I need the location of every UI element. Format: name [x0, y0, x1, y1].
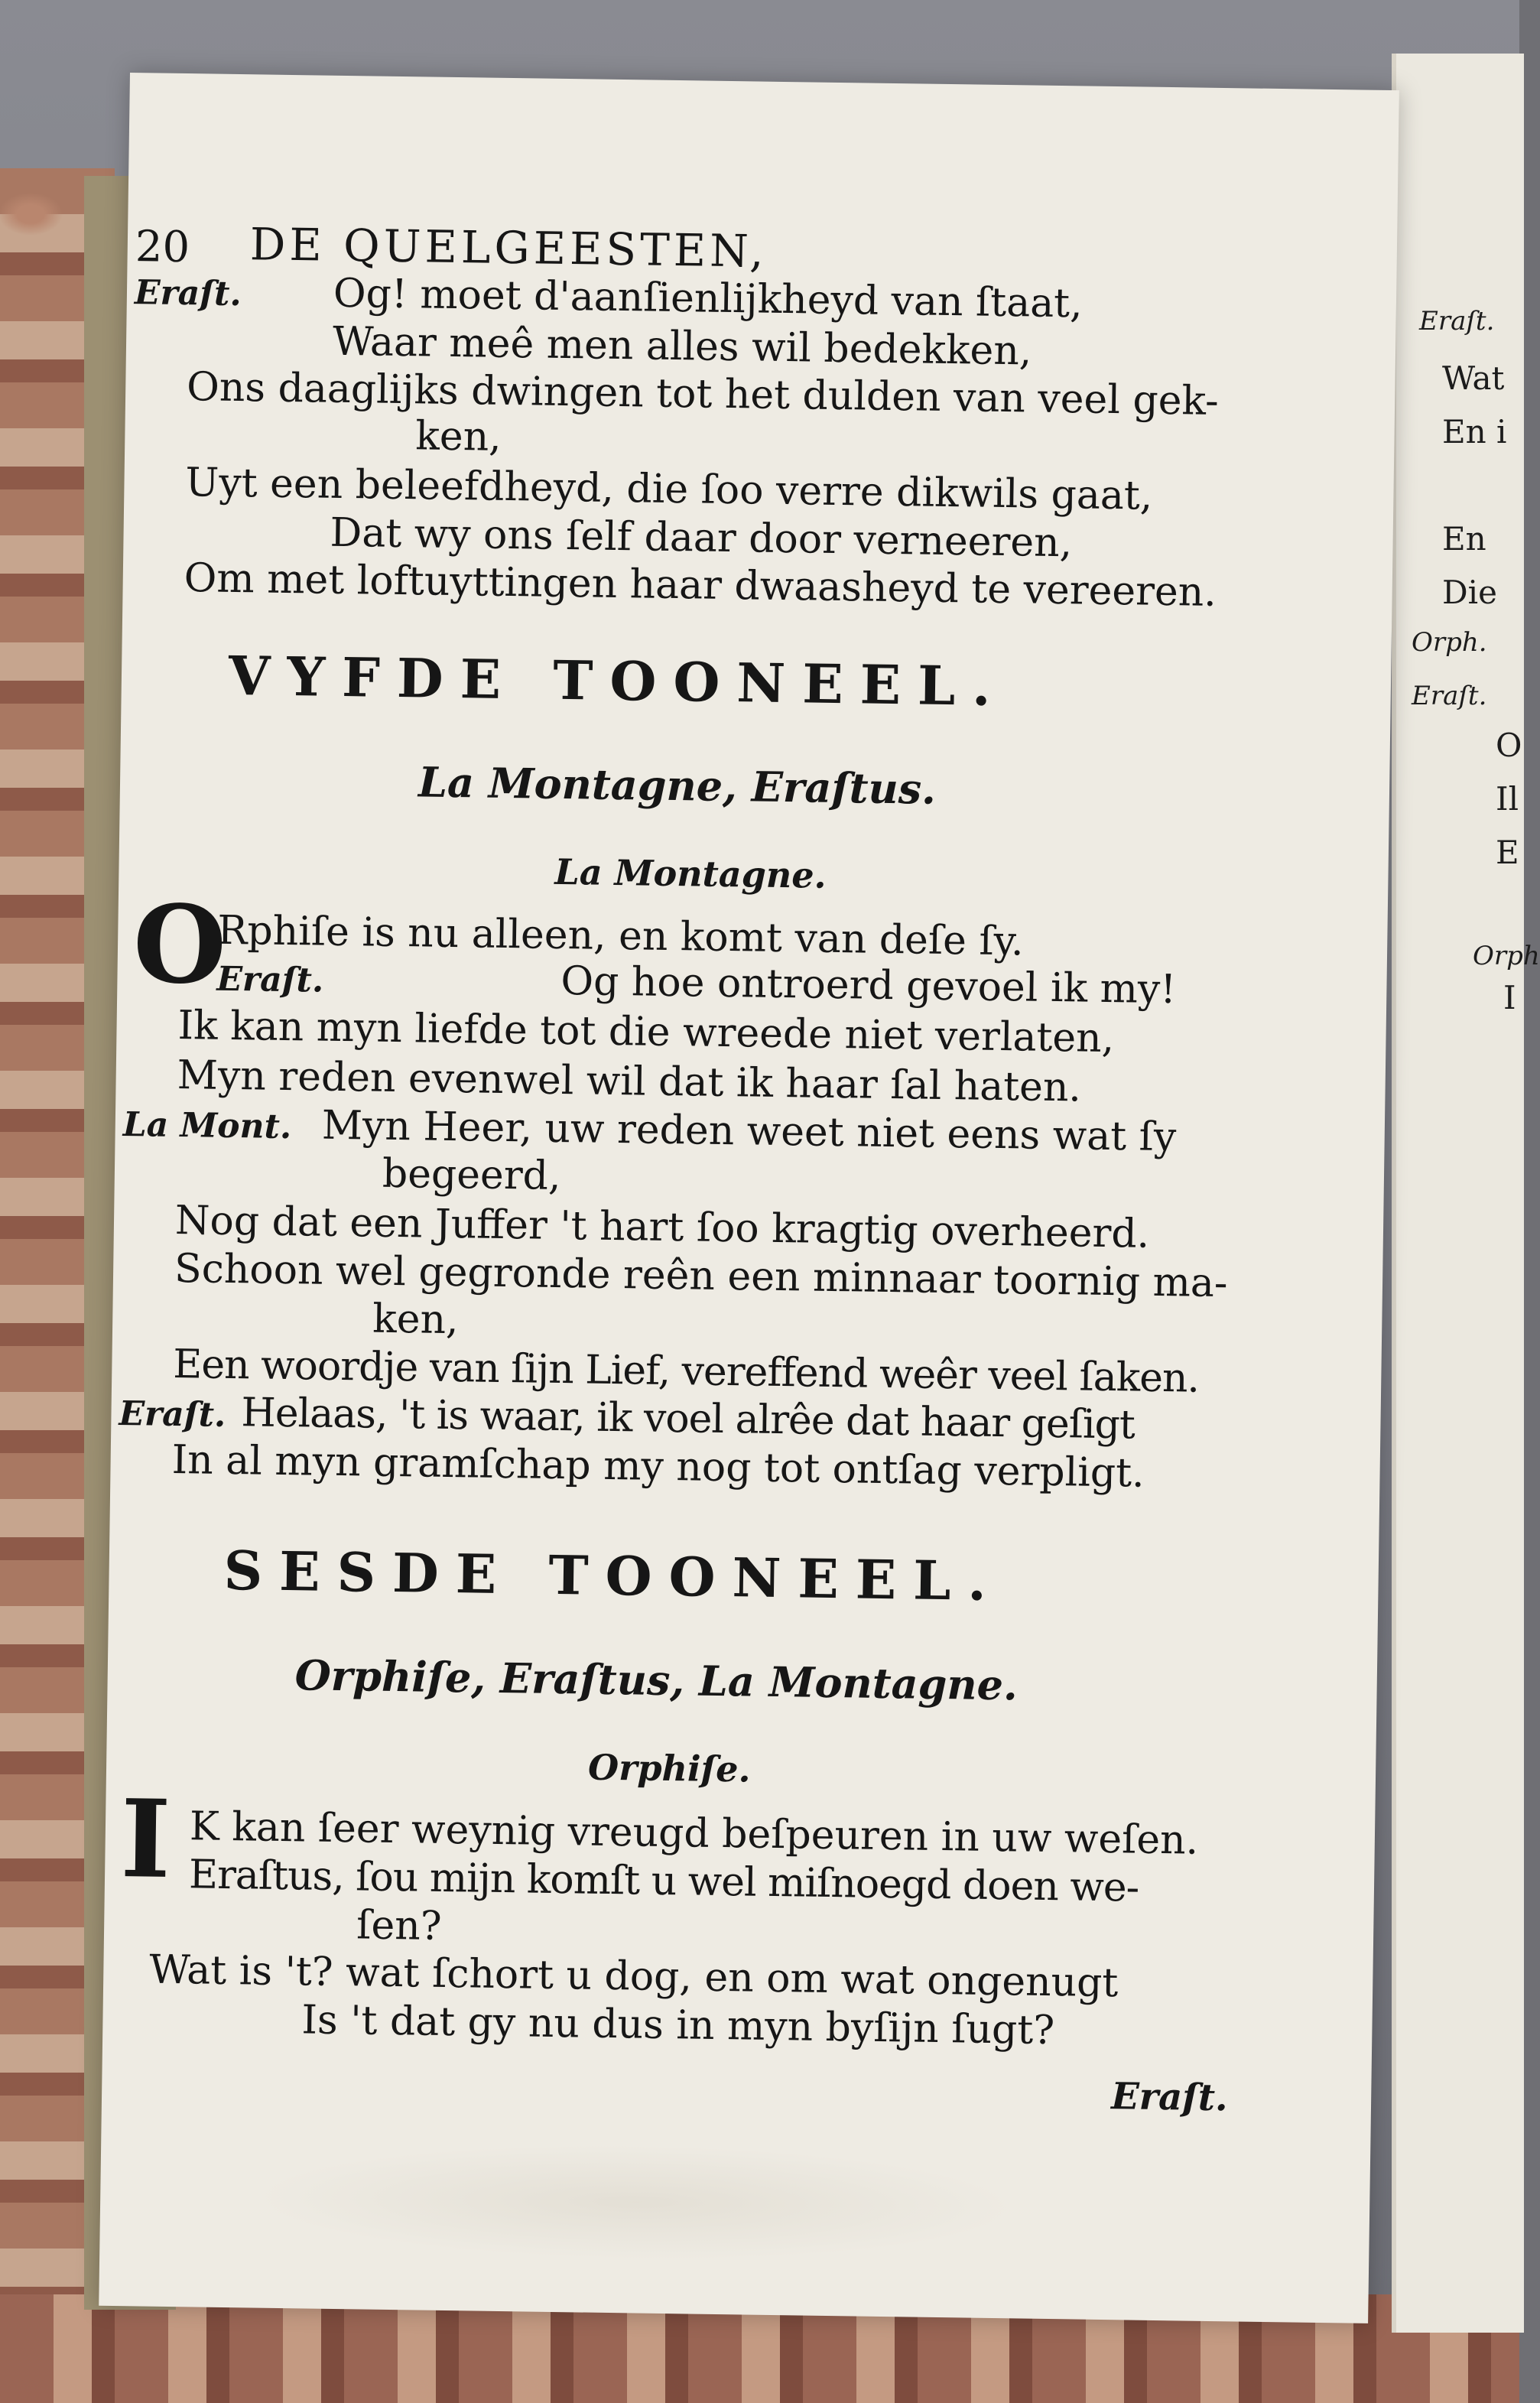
facing-fragment: Eraſt.	[1412, 681, 1487, 711]
verse-line: Eraſtus, ſou mijn komſt u wel miſnoegd doen we-	[188, 1852, 1139, 1911]
facing-fragment: Die	[1442, 574, 1497, 611]
scene-cast: Orphiſe, Eraſtus, La Montagne.	[294, 1650, 1019, 1710]
verse-line: Nog dat een Juffer 't hart ſoo kragtig overheerd.	[174, 1197, 1150, 1257]
verse-line: Om met loftuyttingen haar dwaasheyd te vereeren.	[184, 555, 1217, 616]
scene-cast: La Montagne, Eraſtus.	[417, 757, 937, 814]
page-number: 20	[135, 222, 190, 273]
facing-fragment: O	[1496, 727, 1522, 764]
facing-fragment: E	[1496, 834, 1519, 871]
facing-fragment: Orph	[1473, 941, 1540, 971]
verse-line: Uyt een beleefdheyd, die ſoo verre dikwils gaat,	[185, 460, 1153, 519]
verse-line: Een woordje van ſijn Lief, vereffend weêr veel ſaken.	[173, 1341, 1200, 1402]
speaker-label: Eraſt.	[134, 273, 242, 314]
speaker-heading: La Montagne.	[554, 850, 827, 896]
speaker-label: Eraſt.	[119, 1393, 226, 1435]
verse-line: ken,	[414, 413, 502, 460]
verse-line: K kan ſeer weynig vreugd beſpeuren in uw weſen.	[189, 1803, 1199, 1864]
speaker-label: La Mont.	[122, 1105, 292, 1147]
verse-line: ken,	[372, 1296, 459, 1344]
verse-line: Wat is 't? wat ſchort u dog, en om wat ongenugt	[148, 1946, 1119, 2007]
verse-line: Dat wy ons ſelf daar door verneeren,	[330, 509, 1073, 567]
verse-line: Myn reden evenwel wil dat ik haar ſal haten.	[177, 1052, 1082, 1111]
scene-title: SESDE TOONEEL.	[223, 1538, 1004, 1614]
verse-line: Myn Heer, uw reden weet niet eens wat ſy	[321, 1102, 1177, 1161]
verse-line: Waar meê men alles wil bedekken,	[332, 318, 1032, 375]
verse-line: Helaas, 't is waar, ik voel alrêe dat haar geſigt	[241, 1390, 1136, 1449]
verse-line: In al myn gramſchap my nog tot ontſag verpligt.	[171, 1436, 1145, 1497]
facing-fragment: En i	[1442, 413, 1507, 450]
drop-cap: I	[119, 1777, 172, 1903]
verse-line: begeerd,	[382, 1150, 561, 1200]
book-page	[99, 73, 1399, 2323]
verse-line: Ons daaglijks dwingen tot het dulden van veel gek-	[186, 364, 1220, 424]
facing-fragment: Orph.	[1412, 627, 1487, 658]
facing-fragment: Il	[1496, 780, 1519, 818]
verse-line: Og hoe ontroerd gevoel ik my!	[560, 958, 1177, 1013]
scene-title: VYFDE TOONEEL.	[228, 643, 1009, 719]
verse-line: Og! moet d'aanſienlijkheyd van ſtaat,	[333, 270, 1084, 327]
verse-line: Is 't dat gy nu dus in myn byſijn ſugt?	[301, 1997, 1055, 2054]
running-title: DE QUELGEESTEN,	[249, 218, 768, 278]
facing-fragment: I	[1503, 979, 1516, 1016]
drop-cap: O	[132, 882, 228, 1009]
verse-line: ſen?	[356, 1902, 443, 1949]
verse-line: Rphiſe is nu alleen, en komt van deſe ſy.	[216, 907, 1025, 965]
facing-fragment: Wat	[1442, 359, 1505, 397]
verse-line: Ik kan myn liefde tot die wreede niet verlaten,	[177, 1002, 1115, 1062]
facing-page	[1392, 54, 1540, 2333]
speaker-label: Eraſt.	[216, 959, 324, 1000]
catchword: Eraſt.	[1110, 2075, 1229, 2120]
facing-fragment: En	[1442, 520, 1486, 558]
facing-fragment: Eraſt.	[1419, 306, 1495, 337]
paper-stain	[252, 2140, 1019, 2265]
verse-line: Schoon wel gegronde reên een minnaar toornig ma-	[174, 1245, 1228, 1307]
speaker-heading: Orphiſe.	[587, 1746, 751, 1790]
